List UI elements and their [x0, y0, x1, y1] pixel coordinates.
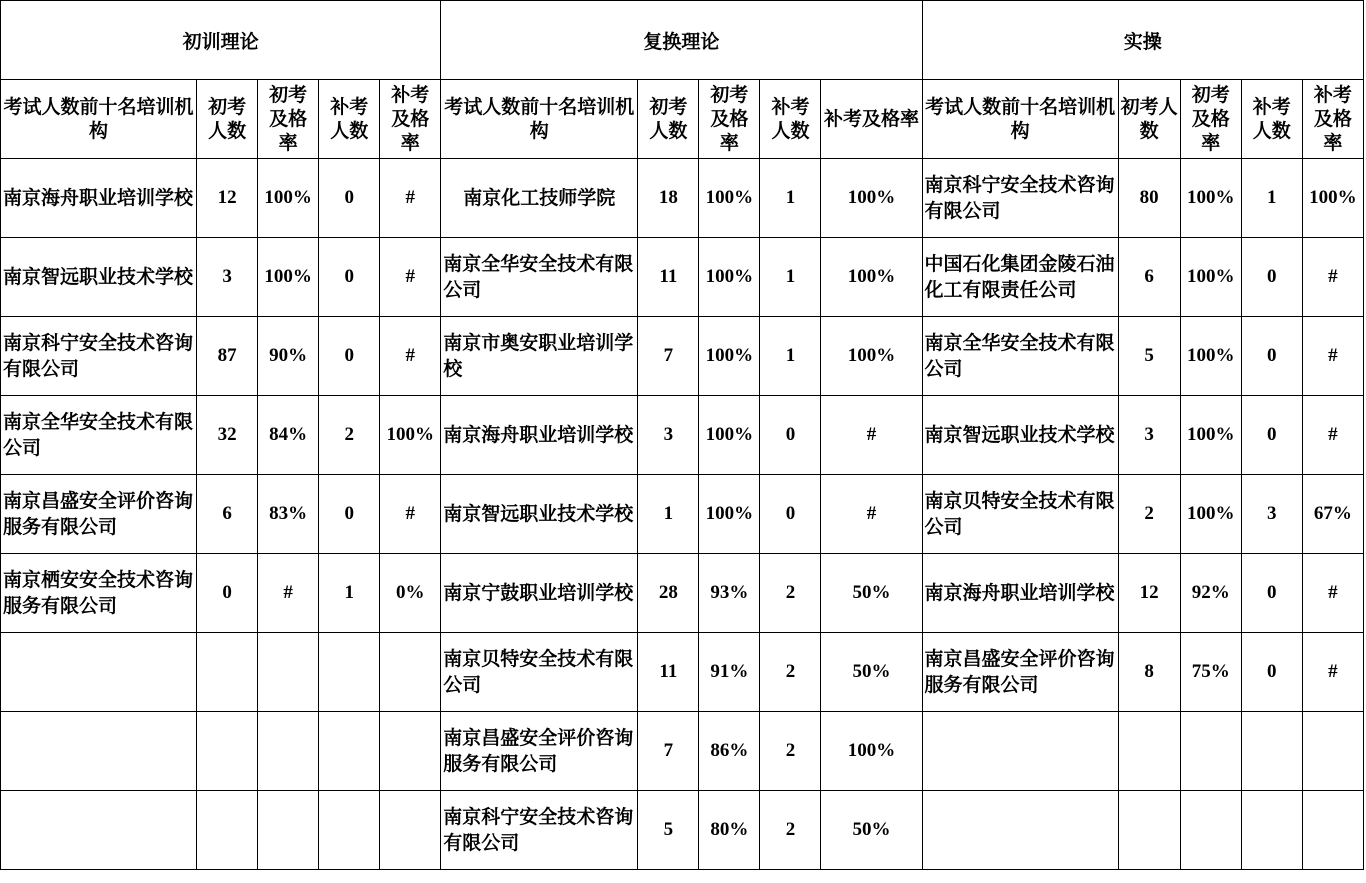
initial-pass-rate-cell: 100%	[258, 238, 319, 317]
retake-pass-rate-cell: 50%	[821, 791, 922, 870]
retake-pass-rate-cell: #	[380, 238, 441, 317]
retake-pass-rate-cell	[380, 791, 441, 870]
retake-pass-rate-cell: 50%	[821, 554, 922, 633]
retake-count-cell: 0	[760, 396, 821, 475]
retake-pass-rate-cell: 100%	[380, 396, 441, 475]
initial-pass-rate-cell: 100%	[699, 317, 760, 396]
retake-pass-rate-cell	[1302, 712, 1363, 791]
table-row	[1, 238, 1364, 317]
retake-pass-rate-cell: 100%	[1302, 159, 1363, 238]
initial-count-cell: 3	[638, 396, 699, 475]
column-header-row	[1, 80, 1364, 159]
column-header-retake-pass-rate: 补考及格率	[380, 80, 441, 159]
org-name-cell	[1, 633, 197, 712]
retake-pass-rate-cell: 50%	[821, 633, 922, 712]
org-name-cell	[922, 791, 1118, 870]
org-name-cell: 南京海舟职业培训学校	[441, 396, 638, 475]
retake-count-cell: 0	[1241, 633, 1302, 712]
initial-pass-rate-cell: 84%	[258, 396, 319, 475]
column-header-retake-pass-rate: 补考及格率	[1302, 80, 1363, 159]
column-header-retake-count: 补考人数	[1241, 80, 1302, 159]
initial-count-cell	[1118, 712, 1180, 791]
initial-count-cell: 7	[638, 317, 699, 396]
retake-pass-rate-cell: #	[380, 475, 441, 554]
org-name-cell	[1, 712, 197, 791]
section-renewal-theory: 复换理论	[441, 1, 922, 80]
table-row	[1, 475, 1364, 554]
retake-count-cell: 0	[319, 317, 380, 396]
org-name-cell	[1, 791, 197, 870]
table-row	[1, 633, 1364, 712]
org-name-cell	[922, 712, 1118, 791]
retake-pass-rate-cell: 0%	[380, 554, 441, 633]
initial-count-cell: 12	[197, 159, 258, 238]
column-header-initial-count: 初考人数	[1118, 80, 1180, 159]
initial-pass-rate-cell: 93%	[699, 554, 760, 633]
initial-count-cell	[197, 633, 258, 712]
column-header-retake-pass-rate: 补考及格率	[821, 80, 922, 159]
org-name-cell: 南京宁鼓职业培训学校	[441, 554, 638, 633]
org-name-cell: 南京科宁安全技术咨询有限公司	[441, 791, 638, 870]
retake-pass-rate-cell: #	[1302, 317, 1363, 396]
org-name-cell: 南京科宁安全技术咨询有限公司	[1, 317, 197, 396]
initial-pass-rate-cell	[258, 633, 319, 712]
retake-count-cell: 0	[1241, 238, 1302, 317]
org-name-cell: 南京栖安安全技术咨询服务有限公司	[1, 554, 197, 633]
initial-pass-rate-cell	[258, 791, 319, 870]
retake-pass-rate-cell: #	[380, 159, 441, 238]
retake-count-cell: 2	[760, 791, 821, 870]
section-practical: 实操	[922, 1, 1363, 80]
retake-pass-rate-cell: 100%	[821, 317, 922, 396]
retake-pass-rate-cell	[1302, 791, 1363, 870]
retake-pass-rate-cell: 67%	[1302, 475, 1363, 554]
initial-pass-rate-cell: 100%	[699, 159, 760, 238]
initial-pass-rate-cell	[1180, 712, 1241, 791]
initial-count-cell: 3	[1118, 396, 1180, 475]
table-row	[1, 317, 1364, 396]
table-row	[1, 159, 1364, 238]
initial-count-cell: 1	[638, 475, 699, 554]
retake-count-cell: 2	[760, 554, 821, 633]
initial-pass-rate-cell: 100%	[1180, 317, 1241, 396]
section-header-row	[1, 1, 1364, 80]
initial-pass-rate-cell: #	[258, 554, 319, 633]
initial-count-cell: 2	[1118, 475, 1180, 554]
initial-count-cell	[1118, 791, 1180, 870]
initial-pass-rate-cell: 100%	[1180, 396, 1241, 475]
initial-count-cell: 12	[1118, 554, 1180, 633]
retake-pass-rate-cell: #	[1302, 633, 1363, 712]
retake-count-cell: 2	[319, 396, 380, 475]
retake-count-cell: 0	[1241, 554, 1302, 633]
initial-pass-rate-cell: 86%	[699, 712, 760, 791]
retake-count-cell: 0	[760, 475, 821, 554]
org-name-cell: 南京昌盛安全评价咨询服务有限公司	[1, 475, 197, 554]
org-name-cell: 南京科宁安全技术咨询有限公司	[922, 159, 1118, 238]
retake-pass-rate-cell: 100%	[821, 712, 922, 791]
column-header-retake-count: 补考人数	[760, 80, 821, 159]
initial-count-cell: 80	[1118, 159, 1180, 238]
retake-pass-rate-cell	[380, 712, 441, 791]
table-row	[1, 396, 1364, 475]
section-initial-theory: 初训理论	[1, 1, 441, 80]
initial-count-cell	[197, 791, 258, 870]
column-header-initial-pass-rate: 初考及格率	[699, 80, 760, 159]
retake-pass-rate-cell: #	[1302, 238, 1363, 317]
org-name-cell: 南京智远职业技术学校	[1, 238, 197, 317]
initial-pass-rate-cell: 100%	[258, 159, 319, 238]
initial-count-cell: 5	[1118, 317, 1180, 396]
org-name-cell: 南京贝特安全技术有限公司	[441, 633, 638, 712]
initial-pass-rate-cell: 80%	[699, 791, 760, 870]
org-name-cell: 南京贝特安全技术有限公司	[922, 475, 1118, 554]
initial-count-cell: 11	[638, 238, 699, 317]
retake-count-cell	[319, 791, 380, 870]
org-name-cell: 南京智远职业技术学校	[441, 475, 638, 554]
retake-pass-rate-cell: #	[821, 396, 922, 475]
initial-pass-rate-cell: 100%	[1180, 475, 1241, 554]
initial-count-cell: 5	[638, 791, 699, 870]
initial-count-cell: 11	[638, 633, 699, 712]
column-header-org: 考试人数前十名培训机构	[1, 80, 197, 159]
retake-count-cell: 2	[760, 633, 821, 712]
initial-count-cell: 3	[197, 238, 258, 317]
column-header-org: 考试人数前十名培训机构	[922, 80, 1118, 159]
initial-count-cell: 18	[638, 159, 699, 238]
org-name-cell: 南京昌盛安全评价咨询服务有限公司	[441, 712, 638, 791]
org-name-cell: 南京海舟职业培训学校	[922, 554, 1118, 633]
retake-pass-rate-cell	[380, 633, 441, 712]
initial-count-cell	[197, 712, 258, 791]
column-header-initial-count: 初考人数	[197, 80, 258, 159]
org-name-cell: 南京市奥安职业培训学校	[441, 317, 638, 396]
retake-count-cell: 1	[760, 159, 821, 238]
column-header-initial-pass-rate: 初考及格率	[1180, 80, 1241, 159]
retake-count-cell: 2	[760, 712, 821, 791]
org-name-cell: 中国石化集团金陵石油化工有限责任公司	[922, 238, 1118, 317]
retake-count-cell: 1	[760, 238, 821, 317]
initial-count-cell: 32	[197, 396, 258, 475]
initial-count-cell: 6	[197, 475, 258, 554]
initial-pass-rate-cell	[1180, 791, 1241, 870]
table-row	[1, 791, 1364, 870]
retake-count-cell: 0	[319, 238, 380, 317]
table-body	[1, 1, 1364, 870]
retake-count-cell: 3	[1241, 475, 1302, 554]
retake-count-cell	[1241, 712, 1302, 791]
initial-pass-rate-cell: 100%	[699, 396, 760, 475]
initial-pass-rate-cell: 100%	[699, 475, 760, 554]
retake-count-cell: 1	[1241, 159, 1302, 238]
initial-count-cell: 7	[638, 712, 699, 791]
org-name-cell: 南京全华安全技术有限公司	[1, 396, 197, 475]
retake-count-cell	[1241, 791, 1302, 870]
retake-count-cell: 1	[760, 317, 821, 396]
retake-count-cell	[319, 633, 380, 712]
column-header-initial-pass-rate: 初考及格率	[258, 80, 319, 159]
column-header-initial-count: 初考人数	[638, 80, 699, 159]
column-header-retake-count: 补考人数	[319, 80, 380, 159]
retake-pass-rate-cell: #	[1302, 554, 1363, 633]
org-name-cell: 南京智远职业技术学校	[922, 396, 1118, 475]
retake-pass-rate-cell: #	[1302, 396, 1363, 475]
retake-count-cell: 0	[319, 475, 380, 554]
initial-pass-rate-cell: 83%	[258, 475, 319, 554]
retake-pass-rate-cell: #	[380, 317, 441, 396]
initial-count-cell: 8	[1118, 633, 1180, 712]
initial-pass-rate-cell: 100%	[1180, 238, 1241, 317]
table-row	[1, 712, 1364, 791]
retake-pass-rate-cell: 100%	[821, 159, 922, 238]
initial-pass-rate-cell	[258, 712, 319, 791]
retake-pass-rate-cell: #	[821, 475, 922, 554]
retake-count-cell: 0	[1241, 396, 1302, 475]
initial-pass-rate-cell: 100%	[699, 238, 760, 317]
initial-pass-rate-cell: 100%	[1180, 159, 1241, 238]
retake-pass-rate-cell: 100%	[821, 238, 922, 317]
retake-count-cell	[319, 712, 380, 791]
org-name-cell: 南京化工技师学院	[441, 159, 638, 238]
retake-count-cell: 0	[1241, 317, 1302, 396]
initial-pass-rate-cell: 91%	[699, 633, 760, 712]
org-name-cell: 南京海舟职业培训学校	[1, 159, 197, 238]
org-name-cell: 南京昌盛安全评价咨询服务有限公司	[922, 633, 1118, 712]
org-name-cell: 南京全华安全技术有限公司	[922, 317, 1118, 396]
initial-count-cell: 0	[197, 554, 258, 633]
column-header-org: 考试人数前十名培训机构	[441, 80, 638, 159]
initial-pass-rate-cell: 90%	[258, 317, 319, 396]
initial-count-cell: 6	[1118, 238, 1180, 317]
initial-pass-rate-cell: 75%	[1180, 633, 1241, 712]
retake-count-cell: 1	[319, 554, 380, 633]
org-name-cell: 南京全华安全技术有限公司	[441, 238, 638, 317]
initial-count-cell: 87	[197, 317, 258, 396]
initial-pass-rate-cell: 92%	[1180, 554, 1241, 633]
table-row	[1, 554, 1364, 633]
initial-count-cell: 28	[638, 554, 699, 633]
retake-count-cell: 0	[319, 159, 380, 238]
